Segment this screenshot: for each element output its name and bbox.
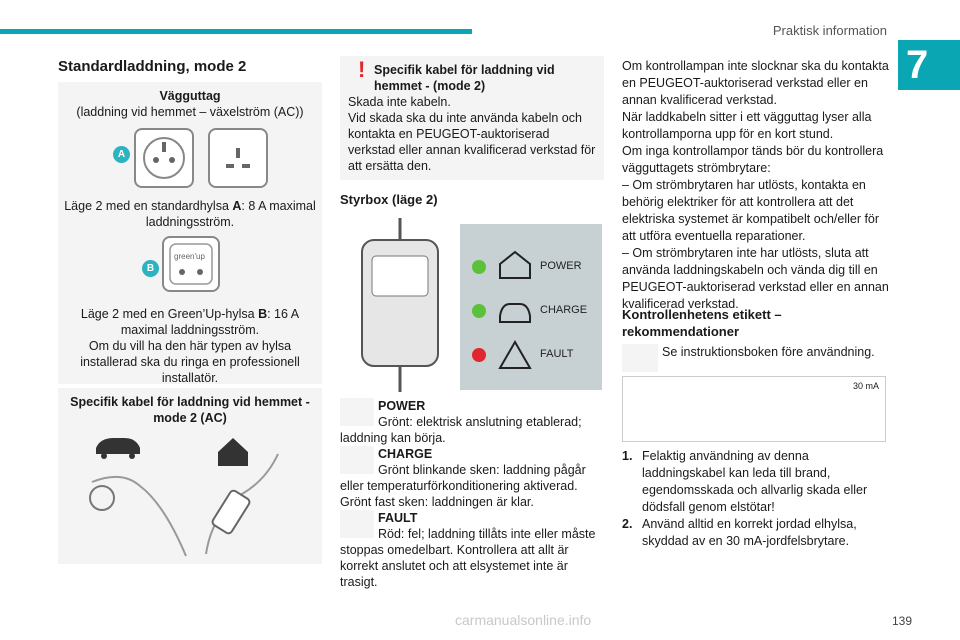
watermark: carmanualsonline.info	[455, 612, 592, 628]
socket-a-illustration	[134, 128, 194, 188]
badge-a: A	[113, 146, 130, 163]
socket-a-text: Läge 2 med en standardhylsa A: 8 A maximal laddningsström.	[64, 199, 316, 229]
power-led	[472, 260, 486, 274]
car-icon	[340, 446, 374, 474]
warning-triangle-icon	[340, 510, 374, 538]
socket-type-g-illustration	[208, 128, 268, 188]
header-accent-bar	[0, 29, 472, 34]
cable-card	[58, 388, 322, 564]
chapter-tab: 7	[898, 40, 960, 90]
warning-icon: !	[358, 57, 366, 82]
power-description: POWER Grönt: elektrisk anslutning etablerad; laddning kan börja.	[340, 399, 582, 445]
socket-b-note: Om du vill ha den här typen av hylsa installerad ska du ringa en professionell installatör.	[80, 339, 300, 385]
control-box-illustration	[346, 218, 446, 392]
page-number: 139	[891, 614, 912, 628]
warning-box	[340, 56, 604, 180]
section-title: Standardladdning, mode 2	[58, 58, 247, 75]
charge-description: CHARGE Grönt blinkande sken: laddning pågår eller temperaturförkonditionering aktiverad. Grönt fast sken: laddningen är klar.	[340, 447, 586, 509]
power-label: POWER	[540, 260, 582, 272]
home-icon	[340, 398, 374, 426]
cable-illustration	[88, 434, 298, 558]
socket-b-illustration: green'up	[162, 236, 220, 292]
running-header: Praktisk information	[772, 23, 887, 38]
styrbox-title: Styrbox (läge 2)	[340, 192, 438, 207]
status-label-panel	[460, 224, 602, 390]
badge-b: B	[142, 260, 159, 277]
card-subheading: (laddning vid hemmet – växelström (AC))	[76, 105, 304, 119]
card-heading: Vägguttag	[159, 89, 221, 103]
manual-icon	[622, 344, 658, 372]
col3-text: Om kontrollampan inte slocknar ska du kontakta en PEUGEOT-auktoriserad verkstad eller en annan kvalificerad verkstad. När laddkabeln sitter i ett vägguttag lyser alla kontrollamporna upp för en kort stund. Om inga kontrollampor tänds bör du kontrollera vägguttagets strömbrytare: – Om strömbrytaren har utlösts, kontakta en behörig elektriker för att kontrollera att det elektriska systemet är kompatibelt och/eller för att utföra eventuella reparationer. – Om strömbrytaren inte har utlösts, sluta att använda laddningskabeln och vända dig till en PEUGEOT-auktoriserad verkstad eller en annan kvalificerad verkstad.	[622, 59, 889, 311]
recommendation-list: 1. Felaktig användning av denna laddningskabel kan leda till brand, egendomsskada och allvarlig skada eller dödsfall genom elstötar! 2. Använd alltid en korrekt jordad elhylsa, skyddad av en 30 mA-jordfelsbrytare.	[622, 449, 868, 548]
cable-card-heading: Specifik kabel för laddning vid hemmet - mode 2 (AC)	[70, 395, 310, 425]
label-title: Kontrollenhetens etikett – rekommendationer	[622, 307, 782, 339]
warning-title: Specifik kabel för laddning vid hemmet - (mode 2)	[374, 63, 555, 93]
manual-note: Se instruktionsboken före användning.	[622, 344, 890, 372]
fault-led	[472, 348, 486, 362]
charge-label: CHARGE	[540, 304, 588, 316]
wall-socket-card	[58, 82, 322, 384]
fault-description: FAULT Röd: fel; laddning tillåts inte eller måste stoppas omedelbart. Kontrollera att allt är korrekt anslutet och att elsystemet inte är trasigt.	[340, 511, 596, 589]
charge-led	[472, 304, 486, 318]
socket-b-text: Läge 2 med en Green’Up-hylsa B: 16 A maximal laddningsström.	[80, 307, 300, 337]
warning-body: Skada inte kabeln. Vid skada ska du inte använda kabeln och kontakta en PEUGEOT-auktoriserad verkstad eller annan kvalificerad verkstad för att ersätta den.	[348, 95, 596, 173]
safety-sticker: 30 mA	[622, 376, 886, 442]
fault-label: FAULT	[540, 348, 574, 360]
